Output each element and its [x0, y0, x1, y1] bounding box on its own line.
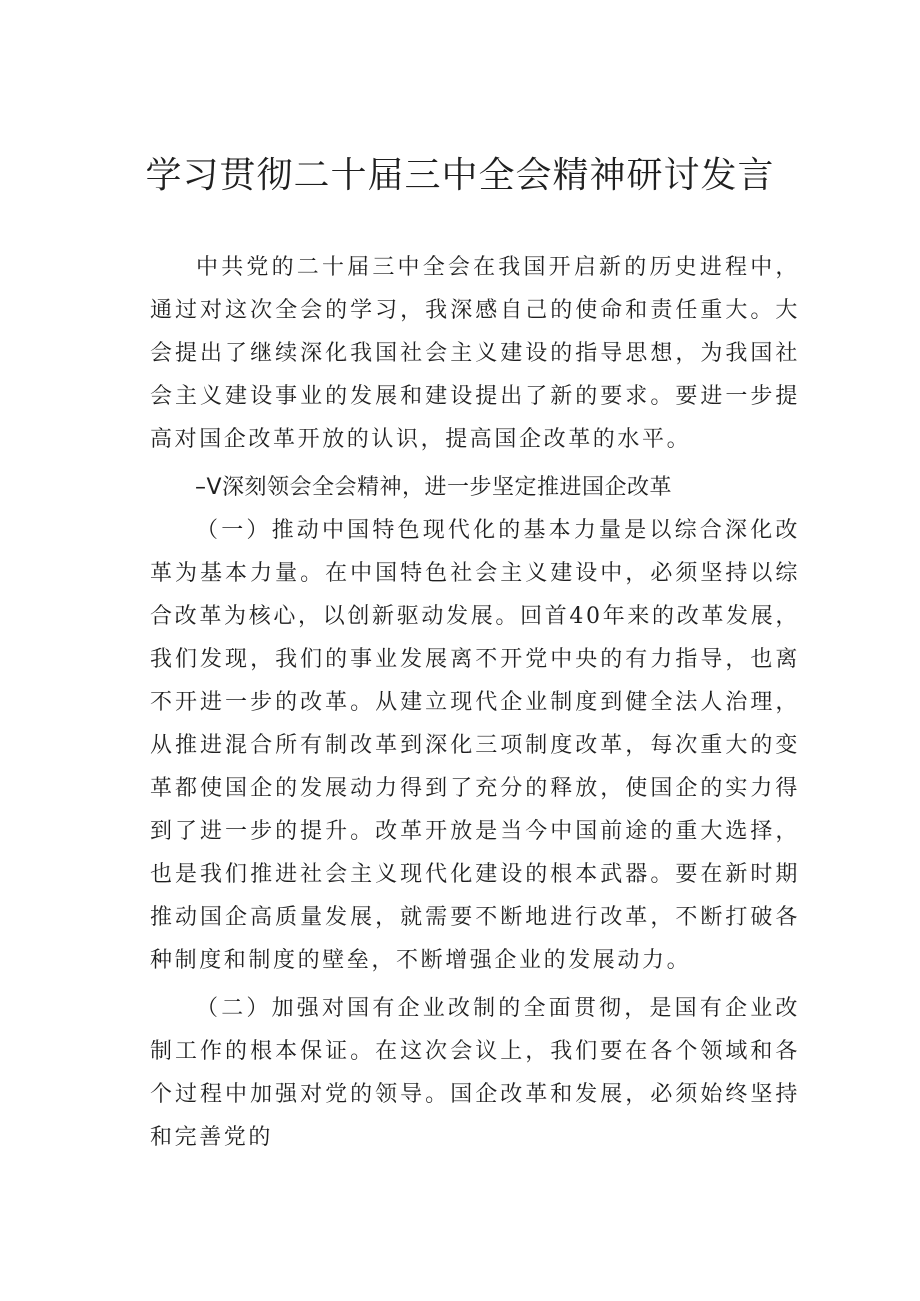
- intro-paragraph: 中共党的二十届三中全会在我国开启新的历史进程中，通过对这次全会的学习，我深感自己的使命和责任重大。大会提出了继续深化我国社会主义建设的指导思想，为我国社会主义建设事业的发展和建设提出了新的要求。要进一步提高对国企改革开放的认识，提高国企改革的水平。: [150, 255, 800, 452]
- section-one-paragraph: （一）推动中国特色现代化的基本力量是以综合深化改革为基本力量。在中国特色社会主义建设中，必须坚持以综合改革为核心，以创新驱动发展。回首40年来的改革发展，我们发现，我们的事业发展离不开党中央的有力指导，也离不开进一步的改革。从建立现代企业制度到健全法人治理，从推进混合所有制改革到深化三项制度改革，每次重大的变革都使国企的发展动力得到了充分的释放，使国企的实力得到了进一步的提升。改革开放是当今中国前途的重大选择，也是我们推进社会主义现代化建设的根本武器。要在新时期推动国企高质量发展，就需要不断地进行改革，不断打破各种制度和制度的壁垒，不断增强企业的发展动力。: [150, 518, 800, 973]
- section-heading-part-one: –V深刻领会全会精神，进一步坚定推进国企改革: [195, 475, 673, 500]
- section-two-paragraph: （二）加强对国有企业改制的全面贯彻，是国有企业改制工作的根本保证。在这次会议上，我们要在各个领域和各个过程中加强对党的领导。国企改革和发展，必须始终坚持和完善党的: [150, 996, 800, 1150]
- document-title: 学习贯彻二十届三中全会精神研讨发言: [145, 155, 775, 196]
